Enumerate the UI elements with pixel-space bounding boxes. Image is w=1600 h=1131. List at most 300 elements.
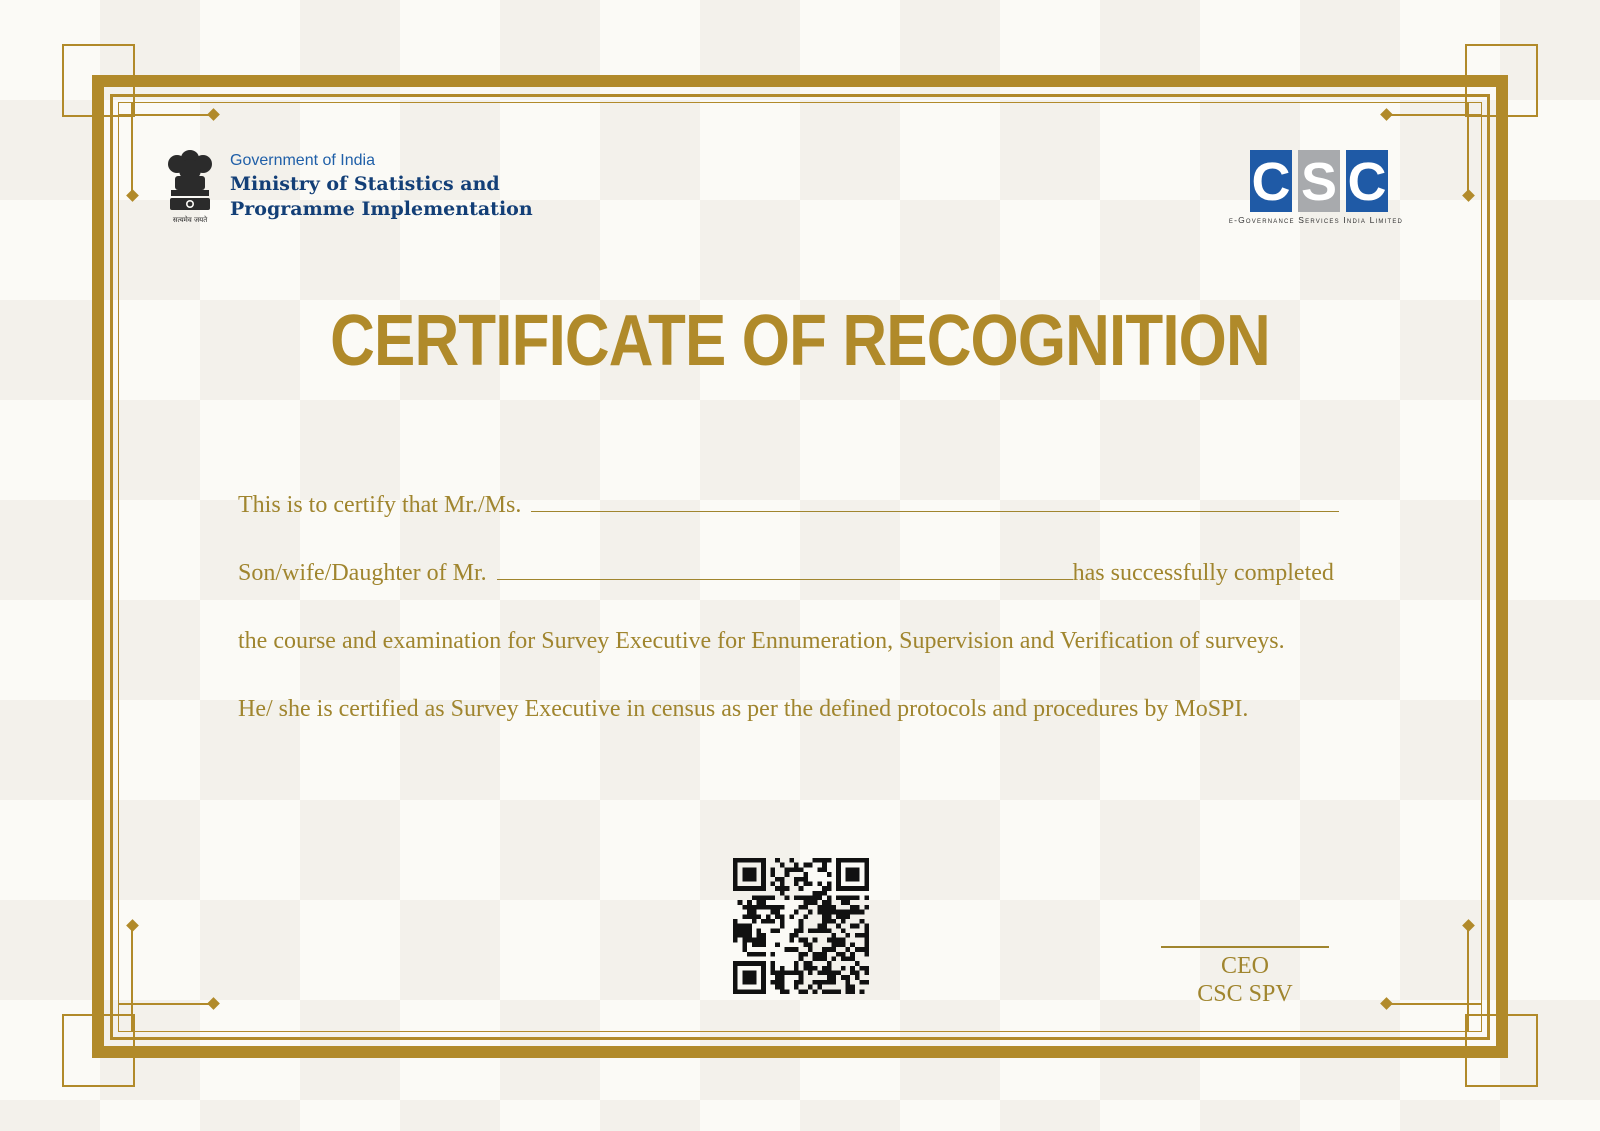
qr-module	[766, 914, 771, 919]
qr-module	[756, 933, 761, 938]
qr-module	[850, 956, 855, 961]
qr-module	[850, 872, 855, 877]
qr-module	[808, 896, 813, 901]
qr-module	[836, 881, 841, 886]
qr-module	[855, 858, 860, 863]
qr-module	[752, 961, 757, 966]
ornament-line	[131, 102, 133, 194]
qr-module	[761, 985, 766, 990]
qr-module	[799, 867, 804, 872]
qr-module	[817, 985, 822, 990]
qr-module	[841, 886, 846, 891]
qr-module	[733, 975, 738, 980]
qr-module	[827, 989, 832, 994]
qr-module	[794, 881, 799, 886]
csc-letter-2: S	[1300, 152, 1338, 212]
qr-module	[836, 896, 841, 901]
qr-module	[831, 942, 836, 947]
qr-module	[846, 914, 851, 919]
qr-module	[827, 896, 832, 901]
corner-bracket-bottom-left	[62, 1014, 135, 1087]
qr-module	[785, 989, 790, 994]
qr-module	[817, 867, 822, 872]
qr-module	[771, 952, 776, 957]
qr-module	[822, 956, 827, 961]
qr-module	[742, 858, 747, 863]
qr-module	[789, 971, 794, 976]
qr-module	[836, 989, 841, 994]
qr-module	[747, 867, 752, 872]
signatory	[1161, 952, 1329, 1008]
qr-module	[785, 971, 790, 976]
qr-module	[747, 938, 752, 943]
qr-module	[742, 924, 747, 929]
qr-module	[846, 900, 851, 905]
qr-module	[808, 971, 813, 976]
qr-module	[761, 961, 766, 966]
qr-module	[771, 872, 776, 877]
qr-module	[846, 858, 851, 863]
qr-module	[808, 942, 813, 947]
qr-module	[817, 928, 822, 933]
qr-module	[831, 905, 836, 910]
qr-module	[780, 919, 785, 924]
qr-module	[752, 858, 757, 863]
qr-module	[775, 942, 780, 947]
qr-module	[733, 877, 738, 882]
qr-module	[799, 928, 804, 933]
qr-module	[780, 891, 785, 896]
csc-subtitle: e-Governance Services India Limited	[1228, 215, 1404, 225]
qr-module	[742, 877, 747, 882]
qr-module	[794, 910, 799, 915]
qr-module	[836, 971, 841, 976]
qr-module	[742, 914, 747, 919]
qr-module	[747, 928, 752, 933]
qr-module	[752, 952, 757, 957]
qr-module	[827, 975, 832, 980]
qr-module	[803, 989, 808, 994]
qr-module	[756, 905, 761, 910]
qr-module	[864, 947, 869, 952]
qr-module	[756, 942, 761, 947]
qr-module	[855, 867, 860, 872]
qr-module	[752, 886, 757, 891]
qr-module	[733, 881, 738, 886]
qr-module	[841, 919, 846, 924]
qr-module	[827, 919, 832, 924]
qr-module	[855, 933, 860, 938]
qr-module	[752, 980, 757, 985]
qr-module	[864, 877, 869, 882]
qr-module	[831, 938, 836, 943]
qr-module	[756, 914, 761, 919]
qr-module	[803, 966, 808, 971]
qr-module	[841, 956, 846, 961]
qr-module	[822, 867, 827, 872]
qr-module	[855, 975, 860, 980]
qr-module	[864, 896, 869, 901]
qr-module	[761, 867, 766, 872]
qr-module	[850, 971, 855, 976]
qr-module	[817, 952, 822, 957]
qr-module	[733, 872, 738, 877]
qr-module	[747, 952, 752, 957]
qr-module	[761, 971, 766, 976]
qr-module	[799, 975, 804, 980]
qr-module	[855, 886, 860, 891]
qr-module	[827, 910, 832, 915]
qr-module	[831, 956, 836, 961]
qr-module	[747, 924, 752, 929]
qr-module	[775, 985, 780, 990]
qr-module	[841, 928, 846, 933]
signature-line	[1161, 946, 1329, 948]
qr-module	[855, 971, 860, 976]
qr-module	[733, 863, 738, 868]
qr-module	[747, 877, 752, 882]
qr-module	[780, 971, 785, 976]
qr-module	[799, 877, 804, 882]
qr-module	[864, 905, 869, 910]
qr-module	[864, 952, 869, 957]
qr-module	[780, 985, 785, 990]
qr-module	[827, 914, 832, 919]
qr-module	[752, 971, 757, 976]
qr-module	[831, 975, 836, 980]
qr-module	[836, 867, 841, 872]
qr-module	[808, 900, 813, 905]
qr-module	[813, 896, 818, 901]
qr-module	[831, 933, 836, 938]
qr-module	[799, 938, 804, 943]
qr-module	[841, 942, 846, 947]
qr-module	[771, 919, 776, 924]
signatory-org: CSC SPV	[1197, 981, 1293, 1007]
qr-module	[860, 989, 865, 994]
qr-module	[817, 858, 822, 863]
qr-module	[756, 938, 761, 943]
qr-module	[850, 924, 855, 929]
qr-module	[738, 989, 743, 994]
qr-module	[742, 971, 747, 976]
qr-module	[756, 896, 761, 901]
qr-module	[794, 933, 799, 938]
qr-module	[827, 961, 832, 966]
qr-module	[733, 924, 738, 929]
qr-module	[822, 910, 827, 915]
qr-module	[775, 858, 780, 863]
qr-module	[864, 872, 869, 877]
qr-module	[855, 924, 860, 929]
qr-module	[841, 952, 846, 957]
corner-bracket-top-right	[1465, 44, 1538, 117]
qr-module	[808, 928, 813, 933]
qr-module	[742, 928, 747, 933]
qr-module	[766, 919, 771, 924]
qr-module	[817, 910, 822, 915]
qr-module	[738, 858, 743, 863]
qr-module	[761, 975, 766, 980]
qr-module	[817, 980, 822, 985]
qr-module	[794, 863, 799, 868]
qr-module	[747, 910, 752, 915]
qr-module	[761, 877, 766, 882]
qr-module	[761, 966, 766, 971]
qr-module	[733, 938, 738, 943]
qr-module	[846, 886, 851, 891]
certify-prefix: This is to certify that Mr./Ms.	[238, 492, 522, 518]
qr-module	[836, 924, 841, 929]
qr-module	[738, 924, 743, 929]
qr-module	[864, 863, 869, 868]
qr-module	[775, 971, 780, 976]
qr-module	[850, 989, 855, 994]
qr-module	[864, 867, 869, 872]
qr-module	[822, 947, 827, 952]
ministry-name	[230, 172, 533, 222]
qr-module	[780, 863, 785, 868]
emblem-caption: सत्यमेव जयते	[172, 216, 208, 224]
qr-module	[841, 975, 846, 980]
qr-module	[752, 919, 757, 924]
ornament-line	[1467, 102, 1469, 194]
qr-module	[841, 896, 846, 901]
qr-module	[747, 872, 752, 877]
qr-module	[855, 961, 860, 966]
qr-module	[738, 928, 743, 933]
qr-module	[775, 910, 780, 915]
qr-module	[822, 952, 827, 957]
qr-module	[846, 985, 851, 990]
qr-module	[803, 914, 808, 919]
qr-module	[799, 952, 804, 957]
qr-module	[864, 942, 869, 947]
qr-module	[752, 938, 757, 943]
qr-module	[747, 980, 752, 985]
corner-bracket-bottom-right	[1465, 1014, 1538, 1087]
qr-module	[752, 914, 757, 919]
qr-module	[794, 961, 799, 966]
qr-module	[841, 938, 846, 943]
qr-module	[761, 952, 766, 957]
qr-module	[850, 985, 855, 990]
qr-module	[771, 867, 776, 872]
qr-module	[860, 886, 865, 891]
qr-module	[733, 886, 738, 891]
qr-module	[785, 886, 790, 891]
qr-module	[803, 881, 808, 886]
qr-module	[742, 905, 747, 910]
qr-module	[747, 886, 752, 891]
qr-module	[827, 980, 832, 985]
qr-module	[850, 877, 855, 882]
qr-module	[808, 881, 813, 886]
qr-module	[742, 886, 747, 891]
qr-module	[756, 961, 761, 966]
qr-module	[756, 900, 761, 905]
qr-module	[864, 933, 869, 938]
qr-module	[827, 938, 832, 943]
qr-module	[752, 905, 757, 910]
qr-module	[780, 980, 785, 985]
qr-module	[794, 947, 799, 952]
csc-letter-1: C	[1251, 152, 1291, 212]
qr-module	[803, 961, 808, 966]
qr-module	[756, 928, 761, 933]
qr-module	[752, 942, 757, 947]
qr-module	[822, 886, 827, 891]
qr-module	[789, 858, 794, 863]
qr-module	[827, 872, 832, 877]
qr-module	[860, 980, 865, 985]
qr-module	[733, 989, 738, 994]
qr-module	[775, 886, 780, 891]
qr-module	[831, 989, 836, 994]
qr-module	[864, 966, 869, 971]
qr-module	[752, 877, 757, 882]
qr-module	[733, 971, 738, 976]
qr-module	[780, 975, 785, 980]
qr-module	[827, 928, 832, 933]
qr-module	[742, 961, 747, 966]
qr-module	[803, 877, 808, 882]
qr-module	[738, 961, 743, 966]
qr-module	[864, 980, 869, 985]
parent-name-blank	[497, 561, 1073, 580]
qr-module	[817, 971, 822, 976]
ornament-line	[131, 924, 133, 1032]
qr-module	[780, 966, 785, 971]
qr-module	[775, 928, 780, 933]
qr-module	[761, 858, 766, 863]
qr-module	[817, 924, 822, 929]
qr-module	[733, 961, 738, 966]
qr-module	[860, 919, 865, 924]
qr-module	[813, 980, 818, 985]
qr-module	[761, 919, 766, 924]
qr-module	[794, 980, 799, 985]
qr-module	[846, 956, 851, 961]
qr-module	[827, 905, 832, 910]
certified-line: He/ she is certified as Survey Executive in census as per the defined protocols and procedures by MoSPI.	[238, 696, 1249, 722]
qr-module	[771, 980, 776, 985]
qr-module	[761, 933, 766, 938]
qr-module	[822, 891, 827, 896]
qr-module	[747, 971, 752, 976]
qr-module	[733, 980, 738, 985]
qr-module	[738, 886, 743, 891]
qr-module	[771, 905, 776, 910]
qr-module	[855, 896, 860, 901]
qr-module	[789, 938, 794, 943]
qr-module	[794, 877, 799, 882]
qr-module	[841, 900, 846, 905]
qr-module	[780, 881, 785, 886]
csc-letter-3: C	[1347, 152, 1387, 212]
qr-module	[761, 881, 766, 886]
qr-module	[822, 966, 827, 971]
qr-module	[827, 886, 832, 891]
qr-module	[752, 910, 757, 915]
qr-module	[752, 896, 757, 901]
qr-module	[850, 952, 855, 957]
qr-module	[780, 886, 785, 891]
qr-module	[836, 877, 841, 882]
qr-module	[747, 900, 752, 905]
recipient-name-blank	[531, 493, 1339, 512]
qr-module	[822, 924, 827, 929]
qr-module	[785, 867, 790, 872]
qr-module	[738, 900, 743, 905]
qr-module	[747, 989, 752, 994]
qr-module	[789, 867, 794, 872]
qr-module	[864, 928, 869, 933]
qr-module	[850, 896, 855, 901]
qr-module	[752, 975, 757, 980]
qr-module	[761, 989, 766, 994]
qr-module	[771, 910, 776, 915]
qr-module	[841, 858, 846, 863]
qr-module	[864, 886, 869, 891]
qr-module	[794, 896, 799, 901]
qr-module	[789, 947, 794, 952]
qr-module	[775, 975, 780, 980]
qr-module	[747, 933, 752, 938]
qr-module	[799, 956, 804, 961]
qr-module	[761, 863, 766, 868]
qr-module	[846, 980, 851, 985]
qr-module	[756, 886, 761, 891]
qr-module	[822, 928, 827, 933]
qr-module	[855, 947, 860, 952]
qr-module	[831, 971, 836, 976]
qr-module	[841, 966, 846, 971]
certificate-title: CERTIFICATE OF RECOGNITION	[330, 301, 1270, 381]
qr-module	[799, 989, 804, 994]
ministry-line-1: Ministry of Statistics and	[230, 173, 500, 195]
qr-module	[733, 966, 738, 971]
qr-module	[766, 896, 771, 901]
qr-module	[747, 975, 752, 980]
qr-module	[860, 966, 865, 971]
qr-module	[808, 966, 813, 971]
certify-line	[238, 492, 1339, 519]
qr-module	[813, 900, 818, 905]
qr-module	[799, 971, 804, 976]
qr-module	[822, 914, 827, 919]
qr-module	[813, 989, 818, 994]
relation-line	[238, 560, 1334, 587]
relation-prefix: Son/wife/Daughter of Mr.	[238, 560, 487, 586]
qr-module	[836, 938, 841, 943]
qr-module	[799, 886, 804, 891]
qr-module	[780, 914, 785, 919]
qr-module	[794, 985, 799, 990]
qr-module	[738, 933, 743, 938]
ministry-line-2: Programme Implementation	[230, 198, 533, 220]
qr-module	[785, 947, 790, 952]
qr-module	[850, 910, 855, 915]
qr-module	[771, 881, 776, 886]
qr-module	[813, 956, 818, 961]
qr-module	[799, 919, 804, 924]
qr-module	[761, 900, 766, 905]
qr-module	[855, 905, 860, 910]
qr-module	[841, 910, 846, 915]
qr-module	[752, 872, 757, 877]
qr-module	[822, 980, 827, 985]
